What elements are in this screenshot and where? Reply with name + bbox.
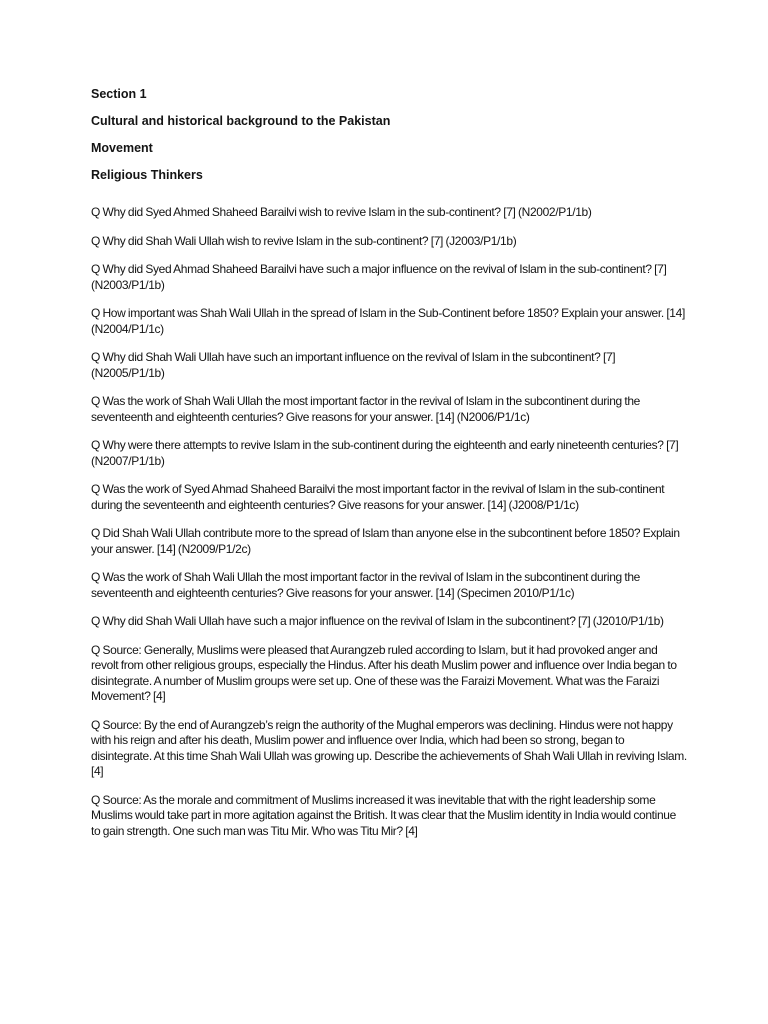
subtopic-title: Religious Thinkers xyxy=(91,168,203,182)
question-item: Q Why did Syed Ahmad Shaheed Barailvi have such a major influence on the revival of Islam in the sub-continent? [7] (N2003/P1/1b) xyxy=(91,262,667,292)
question-item: Q Why were there attempts to revive Islam in the sub-continent during the eighteenth and early nineteenth centuries? [7] (N2007/P1/1b) xyxy=(91,438,679,468)
document-page xyxy=(91,86,687,852)
question-list xyxy=(91,205,687,839)
topic-title-line-1: Cultural and historical background to the Pakistan xyxy=(91,114,391,128)
question-item: Q Why did Shah Wali Ullah have such a major influence on the revival of Islam in the subcontinent? [7] (J2010/P1/1b) xyxy=(91,614,664,628)
question-item: Q How important was Shah Wali Ullah in the spread of Islam in the Sub-Continent before 1850? Explain your answer. [14] (N2004/P1/1c) xyxy=(91,306,685,336)
question-item: Q Why did Shah Wali Ullah wish to revive Islam in the sub-continent? [7] (J2003/P1/1b) xyxy=(91,233,517,248)
question-item: Q Did Shah Wali Ullah contribute more to the spread of Islam than anyone else in the subcontinent before 1850? Explain your answer. [14] (N2009/P1/2c) xyxy=(91,526,680,556)
question-item: Q Was the work of Syed Ahmad Shaheed Barailvi the most important factor in the revival of Islam in the sub-continent during the seventeenth and eighteenth centuries? Give reasons for your answer. [14] (J2008/P1/1c) xyxy=(91,482,665,512)
question-item: Q Source: By the end of Aurangzeb’s reign the authority of the Mughal emperors was declining. Hindus were not happy with his reign and after his death, Muslim power and influence over India, which had been so strong, began to disintegrate. At this time Shah Wali Ullah was growing up. Describe the achievements of Shah Wali Ullah in reviving Islam. [4] xyxy=(91,717,687,778)
section-title: Section 1 xyxy=(91,87,147,101)
heading-group xyxy=(91,86,687,183)
question-item: Q Source: As the morale and commitment of Muslims increased it was inevitable that with the right leadership some Muslims would take part in more agitation against the British. It was clear that the Muslim identity in India would continue to gain strength. One such man was Titu Mir. Who was Titu Mir? [4] xyxy=(91,792,676,838)
question-item: Q Was the work of Shah Wali Ullah the most important factor in the revival of Islam in the subcontinent during the seventeenth and eighteenth centuries? Give reasons for your answer. [14] (Specimen 2010/P1/1c) xyxy=(91,570,640,600)
topic-title-line-2: Movement xyxy=(91,141,153,155)
question-item: Q Source: Generally, Muslims were pleased that Aurangzeb ruled according to Islam, but it had provoked anger and revolt from other religious groups, especially the Hindus. After his death Muslim power and influence over India began to disintegrate. A number of Muslim groups were set up. One of these was the Faraizi Movement. What was the Faraizi Movement? [4] xyxy=(91,642,677,703)
question-item: Q Was the work of Shah Wali Ullah the most important factor in the revival of Islam in the subcontinent during the seventeenth and eighteenth centuries? Give reasons for your answer. [14] (N2006/P1/1c) xyxy=(91,394,640,424)
question-item: Q Why did Syed Ahmed Shaheed Barailvi wish to revive Islam in the sub-continent? [7] (N2002/P1/1b) xyxy=(91,205,592,219)
question-item: Q Why did Shah Wali Ullah have such an important influence on the revival of Islam in the subcontinent? [7] (N2005/P1/1b) xyxy=(91,350,616,380)
